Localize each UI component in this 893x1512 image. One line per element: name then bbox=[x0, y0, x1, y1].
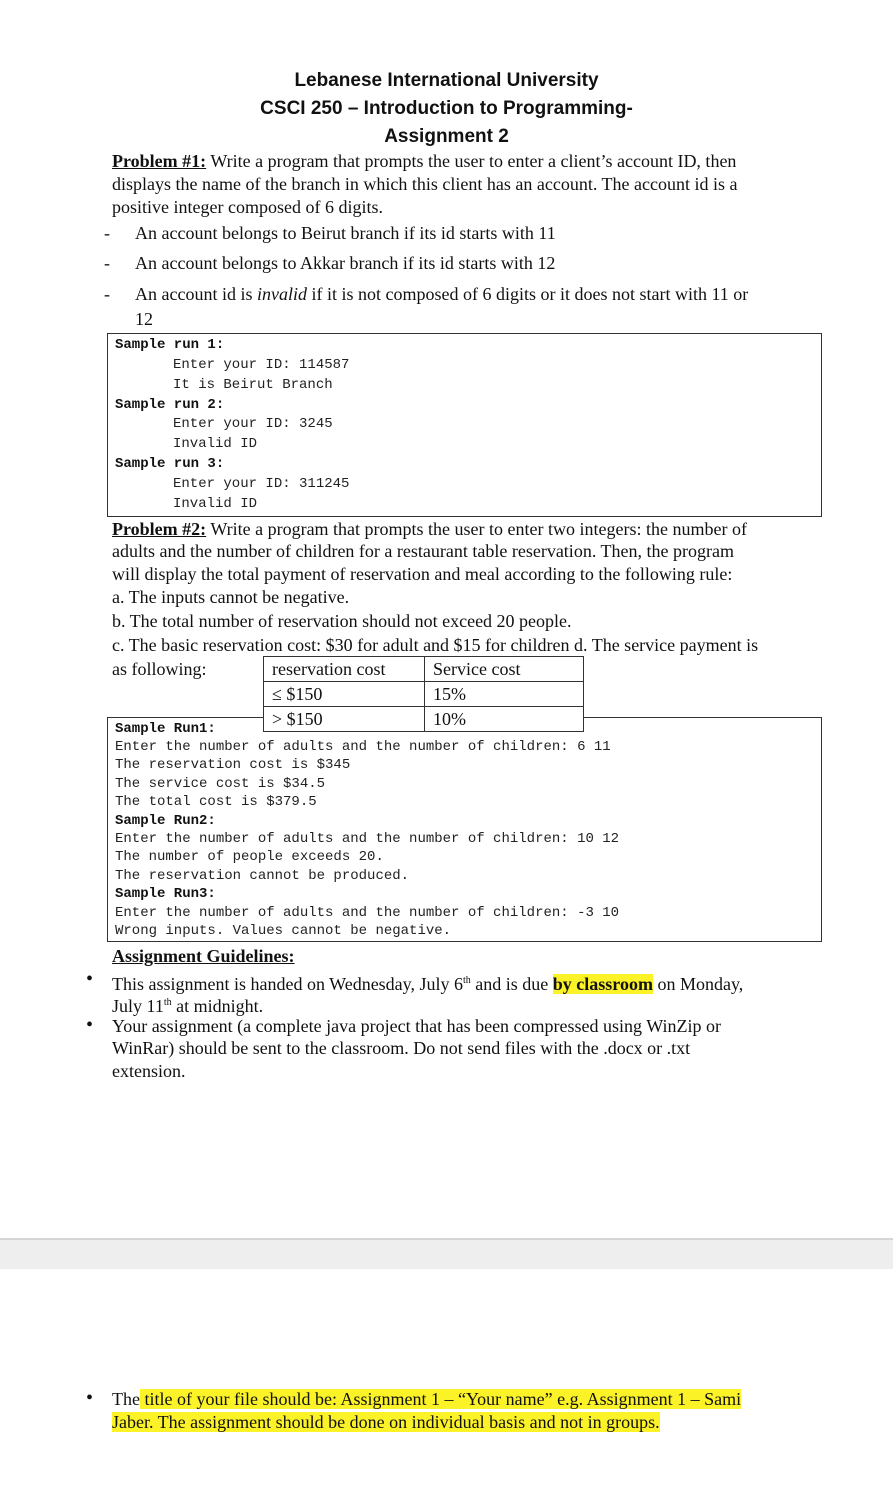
rule2-dash: - bbox=[104, 253, 110, 273]
problem2-text-line3: will display the total payment of reservation and meal according to the following rule: bbox=[112, 564, 733, 584]
sample-run-1-title: Sample run 1: bbox=[115, 337, 225, 353]
page-gap bbox=[0, 1238, 893, 1271]
guideline-2-line3: extension. bbox=[112, 1061, 186, 1081]
problem1-label: Problem #1: bbox=[112, 151, 207, 171]
sample-run-2-line: Enter your ID: 3245 bbox=[173, 416, 333, 432]
problem1-text-line2: displays the name of the branch in which this client has an account. The account id is a bbox=[112, 174, 738, 194]
rule3-text-after: if it is not composed of 6 digits or it does not start with 11 or bbox=[306, 284, 749, 304]
sample-run1-line: The service cost is $34.5 bbox=[115, 776, 326, 792]
guideline-1-after: on Monday, bbox=[652, 974, 744, 994]
table-row bbox=[264, 682, 584, 707]
problem1-sample-box bbox=[107, 333, 822, 517]
sample-run2-line: The reservation cannot be produced. bbox=[115, 868, 410, 884]
problem2-text-line1: Write a program that prompts the user to enter two integers: the number of bbox=[206, 519, 747, 539]
guideline-1-before: This assignment is handed on Wednesday, July 6 bbox=[112, 974, 464, 994]
sample-run1-line: The reservation cost is $345 bbox=[115, 757, 351, 773]
file-title-line2-highlight: Jaber. The assignment should be done on individual basis and not in groups. bbox=[112, 1412, 660, 1432]
sample-run3-line: Wrong inputs. Values cannot be negative. bbox=[115, 923, 452, 939]
file-title-line1 bbox=[112, 1388, 824, 1411]
problem1-statement bbox=[112, 150, 817, 173]
assignment-title: Assignment 2 bbox=[384, 126, 509, 147]
problem2-text-line2: adults and the number of children for a restaurant table reservation. Then, the program bbox=[112, 541, 734, 561]
table-cell: ≤ $150 bbox=[264, 682, 425, 707]
service-cost-table bbox=[263, 656, 584, 732]
sample-run-3-line: Enter your ID: 311245 bbox=[173, 476, 350, 492]
problem2-rule-c: c. The basic reservation cost: $30 for adult and $15 for children d. The service payment is bbox=[112, 635, 759, 655]
bullet-icon: • bbox=[86, 1387, 94, 1409]
sample-run-1-line: Enter your ID: 114587 bbox=[173, 357, 350, 373]
rule3-dash: - bbox=[104, 284, 110, 304]
guidelines-title-text: Assignment Guidelines: bbox=[112, 946, 295, 966]
table-row bbox=[264, 707, 584, 732]
rule3-text-before: An account id is bbox=[135, 284, 257, 304]
sample-run3-line: Enter the number of adults and the number of children: -3 10 bbox=[115, 905, 620, 921]
rule1-dash: - bbox=[104, 223, 110, 243]
problem2-sample-box bbox=[107, 717, 822, 942]
table-header-cell: reservation cost bbox=[264, 657, 425, 682]
guideline-2-line2: WinRar) should be sent to the classroom. Do not send files with the .docx or .txt bbox=[112, 1038, 691, 1058]
course-title: CSCI 250 – Introduction to Programming- bbox=[260, 98, 633, 119]
rule3-text bbox=[135, 283, 815, 306]
problem2-label: Problem #2: bbox=[112, 519, 207, 539]
sample-run-3-title: Sample run 3: bbox=[115, 456, 225, 472]
sample-run2-line: Enter the number of adults and the number of children: 10 12 bbox=[115, 831, 620, 847]
file-title-plain: The bbox=[112, 1389, 140, 1409]
guideline-1-sup: th bbox=[463, 975, 471, 986]
sample-run1-title: Sample Run1: bbox=[115, 721, 216, 737]
problem2-rule-b: b. The total number of reservation should not exceed 20 people. bbox=[112, 611, 572, 631]
rule3-text-cont: 12 bbox=[135, 309, 153, 329]
bullet-icon: • bbox=[86, 1014, 94, 1036]
guideline-2-line1: Your assignment (a complete java project that has been compressed using WinZip or bbox=[112, 1016, 721, 1036]
table-cell: 10% bbox=[425, 707, 584, 732]
file-title-line2 bbox=[112, 1411, 817, 1434]
rule2-text: An account belongs to Akkar branch if its id starts with 12 bbox=[135, 253, 556, 273]
sample-run-3-line: Invalid ID bbox=[173, 496, 258, 512]
sample-run-1-line: It is Beirut Branch bbox=[173, 377, 333, 393]
guidelines-title bbox=[112, 945, 817, 968]
guideline-1-sup2: th bbox=[163, 997, 172, 1008]
guideline-1-line2 bbox=[112, 991, 817, 1018]
bullet-icon: • bbox=[86, 968, 94, 990]
university-title: Lebanese International University bbox=[294, 70, 599, 91]
table-header-cell: Service cost bbox=[425, 657, 584, 682]
guideline-1-line2-before: July 11 bbox=[112, 996, 164, 1016]
problem1-text-line3: positive integer composed of 6 digits. bbox=[112, 197, 383, 217]
guideline-1-highlight: by classroom bbox=[552, 974, 653, 994]
table-cell: 15% bbox=[425, 682, 584, 707]
sample-run3-title: Sample Run3: bbox=[115, 886, 216, 902]
sample-run1-line: Enter the number of adults and the number of children: 6 11 bbox=[115, 739, 611, 755]
problem2-rule-a: a. The inputs cannot be negative. bbox=[112, 587, 350, 607]
sample-run-2-title: Sample run 2: bbox=[115, 397, 225, 413]
table-header-row bbox=[264, 657, 584, 682]
rule1-text: An account belongs to Beirut branch if its id starts with 11 bbox=[135, 223, 556, 243]
problem2-statement bbox=[112, 518, 817, 541]
file-title-highlight: title of your file should be: Assignment 1 – “Your name” e.g. Assignment 1 – Sami bbox=[139, 1389, 742, 1409]
problem1-text-line1: Write a program that prompts the user to enter a client’s account ID, then bbox=[206, 151, 737, 171]
problem2-as-following: as following: bbox=[112, 659, 207, 679]
table-cell: > $150 bbox=[264, 707, 425, 732]
guideline-1-line2-after: at midnight. bbox=[171, 996, 264, 1016]
guideline-1-mid: and is due bbox=[470, 974, 553, 994]
page-2 bbox=[0, 1269, 893, 1512]
sample-run-2-line: Invalid ID bbox=[173, 436, 258, 452]
sample-run2-line: The number of people exceeds 20. bbox=[115, 849, 384, 865]
sample-run2-title: Sample Run2: bbox=[115, 813, 216, 829]
rule3-text-italic: invalid bbox=[256, 284, 307, 304]
sample-run1-line: The total cost is $379.5 bbox=[115, 794, 317, 810]
